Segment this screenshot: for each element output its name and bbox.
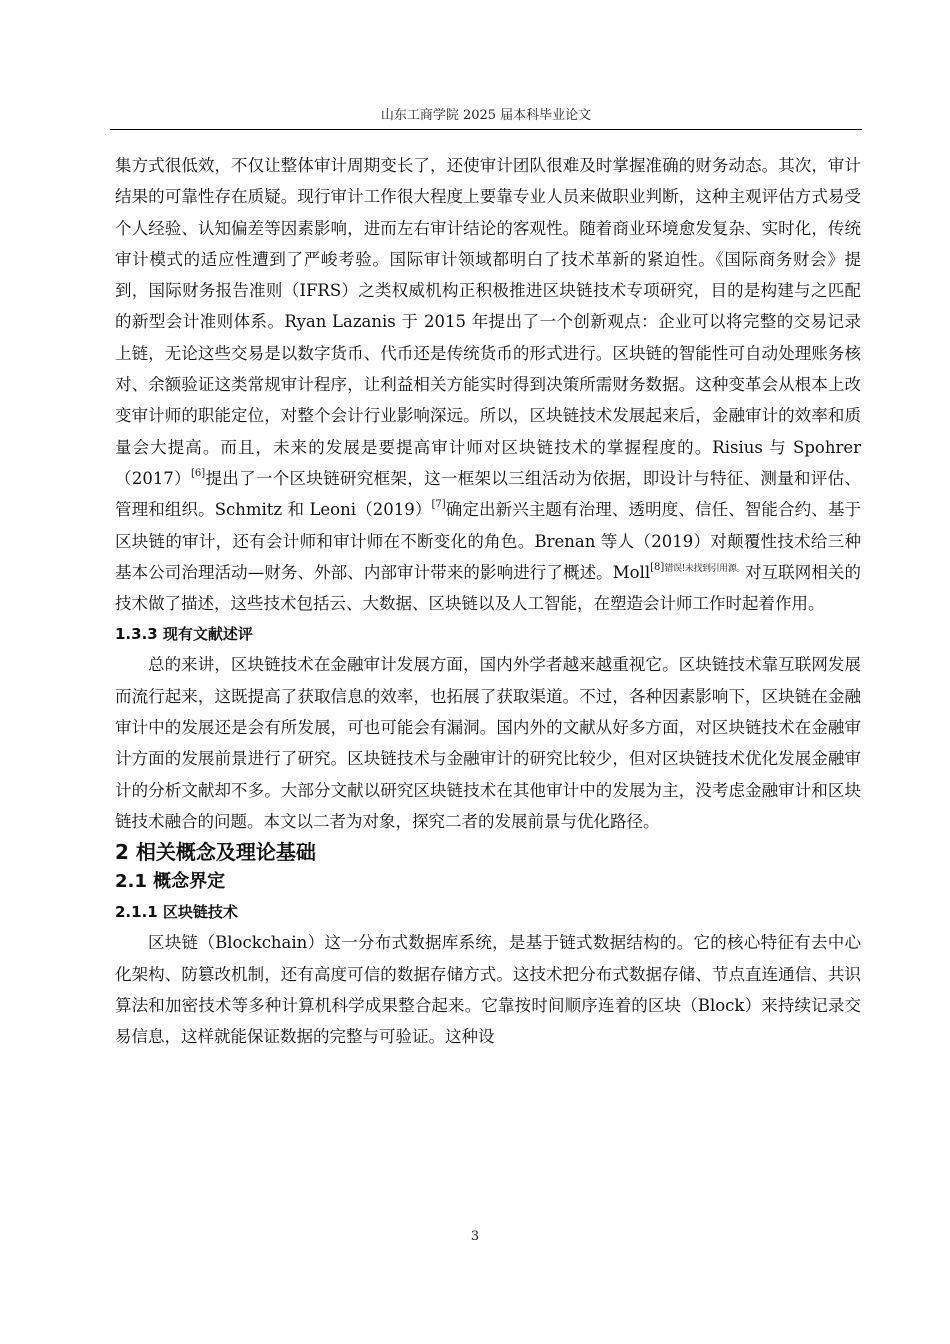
citation-7: [7] xyxy=(431,499,446,511)
body-text xyxy=(115,150,861,1052)
citation-6: [6] xyxy=(190,467,206,479)
header-rule xyxy=(110,129,862,130)
chapter-heading-2: 2 相关概念及理论基础 xyxy=(115,840,316,865)
citation-8: [8] xyxy=(650,561,665,573)
section-heading-2-1-1: 2.1.1 区块链技术 xyxy=(115,903,238,922)
paragraph-text: 提出了一个区块链研究框架，这一框架以三组活动为依据，即设计与特征、测量和评估、管理和组织。Schmitz 和 Leoni（2019） xyxy=(115,468,862,520)
running-header: 山东工商学院 2025 届本科毕业论文 xyxy=(380,108,592,123)
paragraph-literature-review: 总的来讲，区块链技术在金融审计发展方面，国内外学者越来越重视它。区块链技术靠互联网发展而流行起来，这既提高了获取信息的效率，也拓展了获取渠道。不过，各种因素影响下，区块链在金融审计中的发展还是会有所发展，可也可能会有漏洞。国内外的文献从好多方面，对区块链技术在金融审计方面的发展前景进行了研究。区块链技术与金融审计的研究比较少，但对区块链技术优化发展金融审计的分析文献却不多。大部分文献以研究区块链技术在其他审计中的发展为主，没考虑金融审计和区块链技术融合的问题。本文以二者为对象，探究二者的发展前景与优化路径。 xyxy=(115,655,861,831)
paragraph-text: 确定出新兴主题有治理、透明度、信任、智能合约、基于区块链的审计，还有会计师和审计师在不断变化的角色。Brenan 等人（2019）对颠覆性技术给三种基本公司治理活动—财务、外部、内部审计带来的影响进行了概述。Moll xyxy=(115,500,861,582)
page-number: 3 xyxy=(470,1229,480,1244)
paragraph-text: 集方式很低效，不仅让整体审计周期变长了，还使审计团队很难及时掌握准确的财务动态。其次，审计结果的可靠性存在质疑。现行审计工作很大程度上要靠专业人员来做职业判断，这种主观评估方式易受个人经验、认知偏差等因素影响，进而左右审计结论的客观性。随着商业环境愈发复杂、实时化，传统审计模式的适应性遭到了严峻考验。国际审计领域都明白了技术革新的紧迫性。《国际商务财会》提到，国际财务报告准则（IFRS）之类权威机构正积极推进区块链技术专项研究，目的是构建与之匹配的新型会计准则体系。Ryan Lazanis 于 2015 年提出了一个创新观点：企业可以将完整的交易记录上链，无论这些交易是以数字货币、代币还是传统货币的形式进行。区块链的智能性可自动处理账务核对、余额验证这类常规审计程序，让利益相关方能实时得到决策所需财务数据。这种变革会从根本上改变审计师的职能定位，对整个会计行业影响深远。所以，区块链技术发展起来后，金融审计的效率和质量会大提高。而且，未来的发展是要提高审计师对区块链技术的掌握程度的。Risius 与 Spohrer（2017） xyxy=(115,156,861,488)
reference-error-note: 错误!未找到引用源。 xyxy=(664,563,745,574)
paragraph-intro-continued xyxy=(115,150,861,619)
section-heading-1-3-3: 1.3.3 现有文献述评 xyxy=(115,625,253,644)
paragraph-text: 对互联网相关的技术做了描述，这些技术包括云、大数据、区块链以及人工智能，在塑造会计师工作时起着作用。 xyxy=(115,562,862,614)
paragraph-blockchain-definition: 区块链（Blockchain）这一分布式数据库系统，是基于链式数据结构的。它的核心特征有去中心化架构、防篡改机制，还有高度可信的数据存储方式。这技术把分布式数据存储、节点直连通信、共识算法和加密技术等多种计算机科学成果整合起来。它靠按时间顺序连着的区块（Block）来持续记录交易信息，这样就能保证数据的完整与可验证。这种设 xyxy=(115,933,861,1047)
section-heading-2-1: 2.1 概念界定 xyxy=(115,871,226,893)
